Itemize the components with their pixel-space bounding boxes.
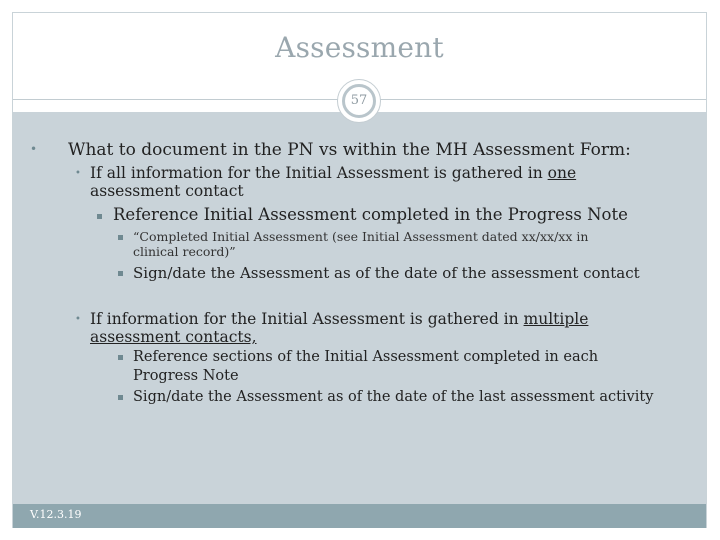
item1-detail1-line2: clinical record)”: [133, 244, 236, 259]
item2-sub2: Sign/date the Assessment as of the date of the last assessment activity: [133, 389, 654, 405]
item2-sub1-line1: Reference sections of the Initial Assessment completed in each: [133, 349, 599, 365]
item1-sub-text: Reference Initial Assessment completed in the Progress Note: [113, 205, 628, 224]
slide-title: Assessment: [275, 31, 444, 64]
item2-text-before: If information for the Initial Assessment is gathered in: [90, 310, 524, 328]
square-bullet: [118, 395, 123, 400]
footer-bar: [13, 504, 706, 528]
page-number: 57: [342, 84, 376, 118]
item1-text: [90, 164, 576, 182]
bullet-dot: •: [30, 142, 38, 156]
item2-emphasis: multiple: [523, 310, 589, 328]
item2-text-line2: assessment contacts,: [90, 328, 257, 346]
item2-text: [90, 310, 588, 328]
item1-detail2: Sign/date the Assessment as of the date of the assessment contact: [133, 264, 640, 282]
square-bullet: [118, 271, 123, 276]
version-label: V.12.3.19: [30, 508, 82, 521]
bullet-dot: •: [75, 314, 81, 325]
item1-detail1-line1: “Completed Initial Assessment (see Initial Assessment dated xx/xx/xx in: [133, 229, 589, 244]
square-bullet: [97, 214, 102, 219]
main-bullet-text: What to document in the PN vs within the MH Assessment Form:: [68, 140, 631, 160]
item1-text-line2: assessment contact: [90, 182, 244, 200]
bullet-dot: •: [75, 168, 81, 179]
square-bullet: [118, 235, 123, 240]
item1-emphasis: one: [547, 164, 577, 182]
square-bullet: [118, 355, 123, 360]
item2-sub1-line2: Progress Note: [133, 368, 239, 384]
item1-text-before: If all information for the Initial Assessment is gathered in: [90, 164, 548, 182]
